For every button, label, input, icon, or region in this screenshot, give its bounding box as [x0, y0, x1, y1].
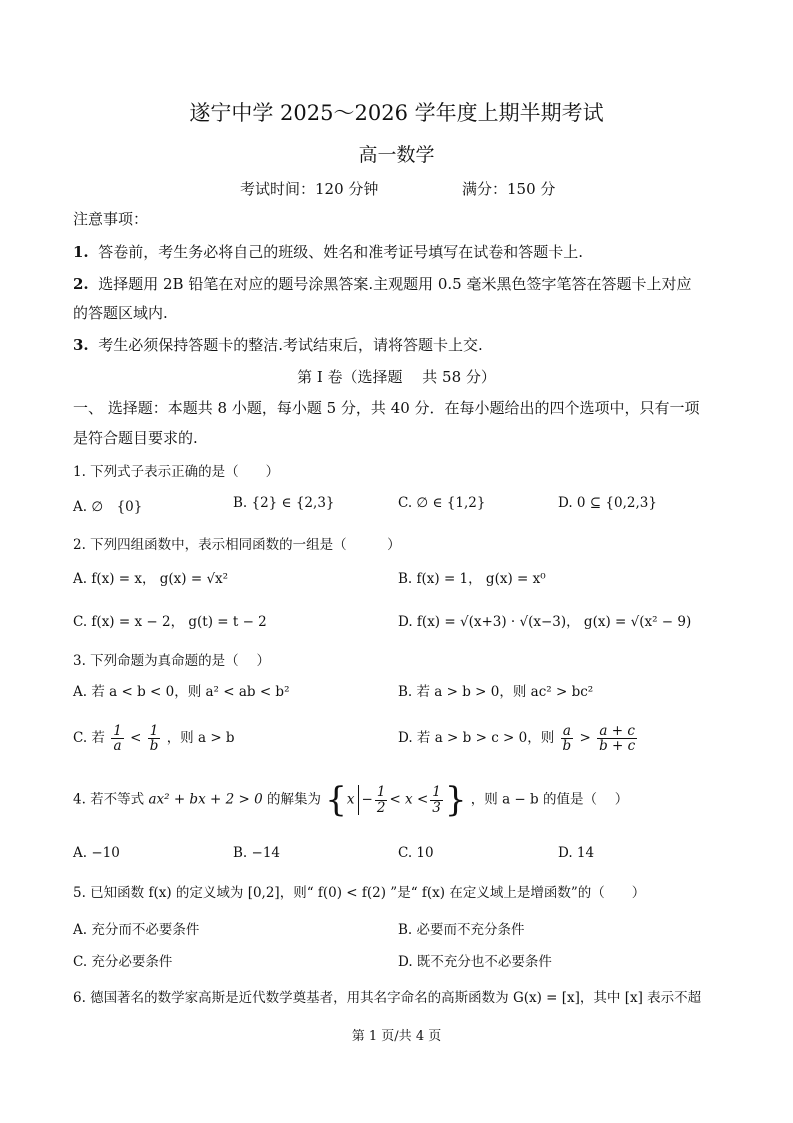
note-item-2: [73, 273, 691, 294]
question-4-option-a: A. −10: [73, 845, 120, 861]
fraction-numerator: a + c: [597, 724, 637, 739]
fraction-denominator: 3: [432, 799, 441, 816]
question-2-option-a: A. f(x) = x， g(x) = √x²: [73, 571, 229, 587]
question-2-option-c: C. f(x) = x − 2， g(t) = t − 2: [73, 614, 267, 630]
option-conclusion: ，则 a > b: [166, 730, 235, 747]
note-item-2-continued: 的答题区域内.: [73, 304, 168, 322]
fraction: [561, 724, 574, 753]
fraction: [430, 785, 443, 814]
question-5-option-a: A. 充分而不必要条件: [73, 922, 200, 938]
note-item-3: [73, 334, 483, 355]
question-5-option-c: C. 充分必要条件: [73, 954, 173, 970]
note-item-text: 答卷前，考生务必将自己的班级、姓名和准考证号填写在试卷和答题卡上.: [98, 243, 583, 261]
question-1-option-a: A. ∅ {0}: [73, 499, 143, 515]
question-1-option-c: C. ∅ ∈ {1,2}: [398, 495, 486, 511]
question-2-stem: 2. 下列四组函数中，表示相同函数的一组是（ ）: [73, 537, 401, 553]
question-3-option-b: B. 若 a > b > 0，则 ac² > bc²: [398, 684, 594, 700]
comparison-sign: >: [579, 730, 591, 747]
exam-title: 遂宁中学 2025～2026 学年度上期半期考试: [189, 101, 604, 125]
left-brace-icon: {: [325, 780, 347, 820]
question-2-option-d: D. f(x) = √(x+3) · √(x−3)， g(x) = √(x² − 9): [398, 614, 692, 630]
note-item-text: 考生必须保持答题卡的整洁.考试结束后，请将答题卡上交.: [98, 336, 483, 354]
right-brace-icon: }: [444, 780, 467, 820]
fraction-numerator: a: [561, 724, 574, 739]
question-3-option-d: [398, 724, 639, 753]
question-1-stem: 1. 下列式子表示正确的是（ ）: [73, 464, 280, 480]
section-instruction-line-2: 是符合题目要求的.: [73, 429, 198, 447]
note-item-text: 选择题用 2B 铅笔在对应的题号涂黑答案.主观题用 0.5 毫米黑色签字笔答在答题卡上对应: [98, 275, 692, 293]
fraction: [597, 724, 637, 753]
set-condition: < x <: [389, 791, 429, 808]
note-item-number: 3.: [73, 336, 89, 354]
question-5-option-d: D. 既不充分也不必要条件: [398, 954, 552, 970]
option-prefix: D. 若 a > b > c > 0，则: [398, 730, 555, 747]
question-1-option-b: B. {2} ∈ {2,3}: [233, 495, 335, 511]
set-divider: [358, 785, 359, 815]
fraction-numerator: 1: [148, 724, 161, 739]
section-instruction-line-1: 一、 选择题：本题共 8 小题，每小题 5 分，共 40 分．在每小题给出的四个选项中，只有一项: [73, 399, 700, 417]
fraction-denominator: 2: [376, 799, 386, 816]
question-suffix: ，则 a − b 的值是（ ）: [470, 791, 629, 808]
question-3-stem: 3. 下列命题为真命题的是（ ）: [73, 653, 270, 669]
fraction-numerator: 1: [432, 784, 441, 801]
exam-time: 考试时间：120 分钟: [240, 180, 379, 198]
fraction-denominator: b: [562, 738, 572, 755]
exam-full-score: 满分：150 分: [462, 180, 556, 198]
question-5-option-b: B. 必要而不充分条件: [398, 922, 525, 938]
question-4-option-d: D. 14: [558, 845, 595, 861]
note-item-number: 1.: [73, 243, 89, 261]
fraction: [375, 785, 388, 814]
minus-sign: −: [361, 791, 373, 808]
question-2-option-b: B. f(x) = 1， g(x) = x⁰: [398, 571, 546, 587]
fraction: [111, 724, 124, 753]
fraction-denominator: a: [113, 738, 122, 755]
fraction-denominator: b + c: [599, 738, 636, 755]
question-prefix: 4. 若不等式: [73, 791, 145, 808]
note-item-number: 2.: [73, 275, 89, 293]
question-mid: 的解集为: [266, 791, 321, 808]
page-number: 第 1 页/共 4 页: [351, 1029, 442, 1044]
question-4-stem: [73, 780, 629, 820]
note-item-1: [73, 241, 583, 262]
section-title: 第 I 卷（选择题 共 58 分）: [297, 368, 496, 386]
fraction: [148, 724, 161, 753]
option-prefix: C. 若: [73, 730, 105, 747]
fraction-numerator: 1: [376, 784, 386, 801]
question-3-option-c: [73, 724, 235, 753]
exam-subject: 高一数学: [358, 144, 435, 166]
inequality: ax² + bx + 2 > 0: [148, 791, 263, 808]
question-4-option-c: C. 10: [398, 845, 434, 861]
comparison-sign: <: [130, 730, 142, 747]
notes-heading: 注意事项：: [73, 210, 149, 228]
question-5-stem: 5. 已知函数 f(x) 的定义域为 [0,2]，则“ f(0) < f(2) ”是“ f(x) 在定义域上是增函数”的（ ）: [73, 885, 646, 901]
question-3-option-a: A. 若 a < b < 0，则 a² < ab < b²: [73, 684, 290, 700]
set-variable: x: [346, 791, 355, 808]
question-6-stem: 6. 德国著名的数学家高斯是近代数学奠基者，用其名字命名的高斯函数为 G(x) = [x]，其中 [x] 表示不超: [73, 990, 702, 1006]
fraction-numerator: 1: [113, 723, 122, 739]
question-4-option-b: B. −14: [233, 845, 280, 861]
fraction-denominator: b: [149, 738, 159, 755]
question-1-option-d: D. 0 ⊆ {0,2,3}: [558, 495, 657, 511]
